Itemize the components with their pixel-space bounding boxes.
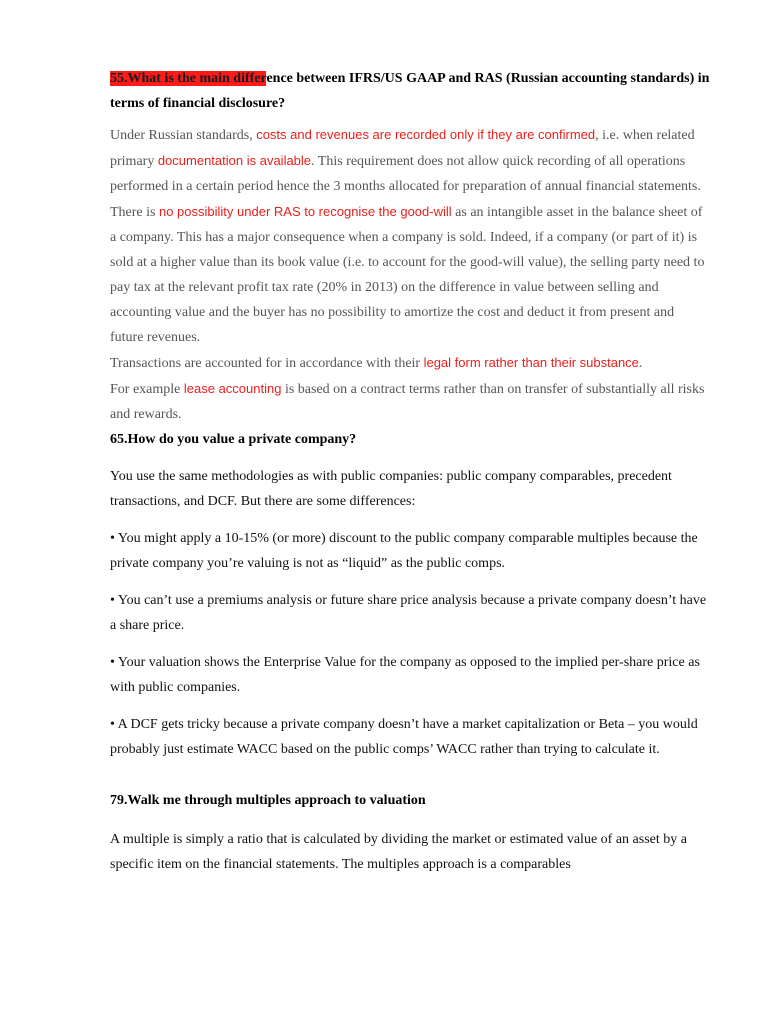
text: as an intangible asset in the balance sheet of a company. This has a major consequence when a company is sold. Indeed, if a company (or part of it) is sold at a higher value than its book value (i.e. to account for the good-will value), the selling party need to pay tax at the relevant profit tax rate (20% in 2013) on the difference in value between selling and accounting value and the buyer has no possibility to amortize the cost and deduct it from present and future revenues.	[110, 205, 705, 345]
answer-55-paragraph-4	[110, 376, 710, 427]
text: . This requirement does not allow quick recording of all operations performed in a certain period hence the 3 months allocated for preparation of annual financial statements.	[110, 154, 701, 194]
text: There is	[110, 205, 159, 220]
red-emphasis: documentation is available	[157, 153, 312, 168]
red-emphasis: lease accounting	[183, 381, 282, 396]
text: For example	[110, 382, 184, 397]
text: , i.e. when related primary	[110, 128, 695, 169]
question-55-heading	[110, 66, 710, 116]
answer-79-paragraph-1: A multiple is simply a ratio that is calculated by dividing the market or estimated value of an asset by a specific item on the financial statements. The multiples approach is a comparables	[110, 832, 687, 872]
text: Transactions are accounted for in accordance with their	[110, 356, 424, 371]
answer-65-bullet-3: • Your valuation shows the Enterprise Value for the company as opposed to the implied per-share price as with public companies.	[110, 655, 700, 695]
answer-55	[110, 122, 710, 427]
text: is based on a contract terms rather than on transfer of substantially all risks and rewards.	[110, 382, 705, 422]
answer-65-bullet-1: • You might apply a 10-15% (or more) discount to the public company comparable multiples because the private company you’re valuing is not as “liquid” as the public comps.	[110, 531, 698, 571]
red-emphasis: costs and revenues are recorded only if they are confirmed	[256, 127, 596, 142]
answer-55-paragraph-3	[110, 350, 710, 376]
answer-55-paragraph-1	[110, 122, 710, 199]
heading-text: ence between IFRS/US GAAP and RAS (Russian accounting standards) in terms of financial disclosure?	[110, 71, 710, 111]
answer-65-intro: You use the same methodologies as with public companies: public company comparables, precedent transactions, and DCF. But there are some differences:	[110, 469, 672, 509]
answer-65-bullet-4: • A DCF gets tricky because a private company doesn’t have a market capitalization or Beta – you would probably just estimate WACC based on the public comps’ WACC rather than trying to calculate it.	[110, 717, 698, 757]
highlighted-text: 55.What is the main differ	[110, 71, 267, 86]
answer-55-paragraph-2	[110, 199, 710, 350]
text: Under Russian standards,	[110, 128, 257, 143]
answer-65-bullet-2: • You can’t use a premiums analysis or future share price analysis because a private company doesn’t have a share price.	[110, 593, 707, 633]
red-emphasis: no possibility under RAS to recognise the good-will	[158, 204, 452, 219]
question-65-heading: 65.How do you value a private company?	[110, 432, 357, 447]
question-79-heading: 79.Walk me through multiples approach to valuation	[110, 793, 426, 808]
text: .	[638, 356, 643, 371]
red-emphasis: legal form rather than their substance	[423, 355, 639, 370]
